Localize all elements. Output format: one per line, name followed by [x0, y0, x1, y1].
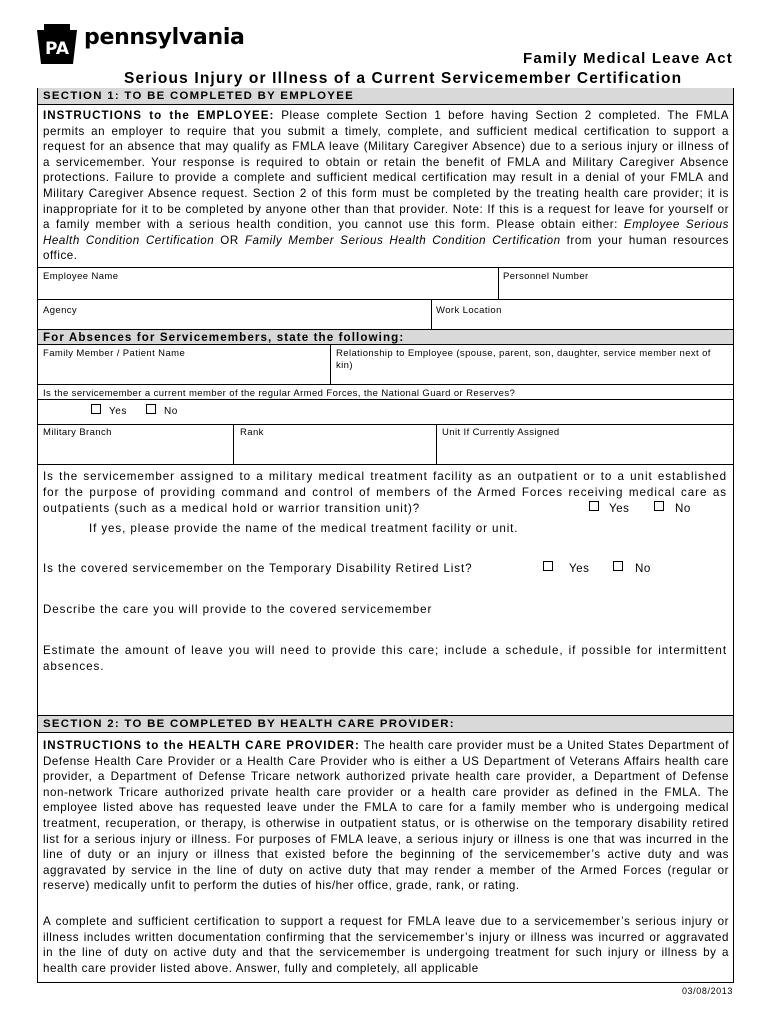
section2-instructions: [43, 738, 729, 894]
yes-label: Yes: [109, 406, 127, 417]
military-branch-field[interactable]: Military Branch: [43, 427, 112, 438]
section1-instructions-lead: INSTRUCTIONS to the EMPLOYEE:: [43, 109, 275, 122]
no-label: No: [675, 502, 691, 515]
facility-followup: If yes, please provide the name of the medical treatment facility or unit.: [89, 522, 519, 535]
relationship-field[interactable]: Relationship to Employee (spouse, parent, son, daughter, service member next of kin): [336, 348, 711, 371]
section1-instructions: [43, 108, 729, 264]
yes-label: Yes: [569, 562, 590, 575]
divider: [38, 267, 733, 268]
section1-instructions-tail: from your human resources office.: [43, 233, 729, 263]
family-member-name-field[interactable]: Family Member / Patient Name: [43, 348, 186, 359]
keystone-icon: [35, 22, 79, 66]
facility-no-checkbox[interactable]: [654, 501, 664, 511]
divider: [38, 384, 733, 385]
pennsylvania-logo: [35, 22, 245, 66]
section1-heading: SECTION 1: TO BE COMPLETED BY EMPLOYEE: [38, 88, 733, 105]
revision-date: 03/08/2013: [681, 986, 733, 996]
form-name-family: Family Member Serious Health Condition Certification: [244, 233, 561, 247]
divider: [38, 424, 733, 425]
divider: [38, 399, 733, 400]
form-name-employee: Employee Serious Health Condition Certification: [43, 218, 729, 247]
divider: [38, 299, 733, 300]
no-label: No: [164, 406, 178, 417]
current-member-question: Is the servicemember a current member of the regular Armed Forces, the National Guard or Reserves?: [43, 388, 516, 399]
divider: [233, 424, 234, 464]
tdrl-no-checkbox[interactable]: [613, 561, 623, 571]
describe-care-label: Describe the care you will provide to the covered servicemember: [43, 603, 433, 616]
section1-instructions-body: Please complete Section 1 before having Section 2 completed. The FMLA permits an employer to require that you submit a timely, complete, and sufficient medical certification to support a request for an absence that may qualify as FMLA leave (Military Caregiver Absence) due to a serious injury or illness of a servicemember. Your response is required to obtain or retain the benefit of FMLA and Military Caregiver Absence protections. Failure to provide a complete and sufficient medical certification may result in a denial of your FMLA and Military Caregiver Absence request. Section 2 of this form must be completed by the treating health care provider; it is inappropriate for it to be completed by anyone other than that provider. Note: If this is a request for leave for yourself or a family member with a serious health condition, you cannot use this form. Please obtain either:: [43, 109, 729, 232]
divider: [436, 424, 437, 464]
facility-question: Is the servicemember assigned to a military medical treatment facility as an outpatient or to a unit established for the purpose of providing command and control of members of the Armed Forces receiving medical care as outpatients (such as a medical hold or warrior transition unit)?: [43, 470, 727, 515]
divider: [498, 267, 499, 299]
yes-label: Yes: [609, 502, 630, 515]
facility-yes-checkbox[interactable]: [589, 501, 599, 511]
section2-heading: SECTION 2: TO BE COMPLETED BY HEALTH CARE PROVIDER:: [38, 715, 733, 733]
servicemember-heading: For Absences for Servicemembers, state the following:: [38, 329, 733, 345]
or-text: OR: [214, 233, 245, 247]
work-location-field[interactable]: Work Location: [436, 305, 502, 316]
logo-mark: PA: [44, 39, 70, 59]
unit-field[interactable]: Unit If Currently Assigned: [442, 427, 560, 438]
tdrl-yes-checkbox[interactable]: [543, 561, 553, 571]
form-title: Family Medical Leave Act: [523, 50, 733, 67]
form-subtitle: Serious Injury or Illness of a Current Servicemember Certification: [124, 70, 683, 87]
section2-instructions-lead: INSTRUCTIONS to the HEALTH CARE PROVIDER:: [43, 739, 360, 752]
no-label: No: [635, 562, 651, 575]
divider: [38, 464, 733, 465]
employee-name-field[interactable]: Employee Name: [43, 271, 119, 282]
logo-text: pennsylvania: [84, 24, 245, 50]
section2-instructions-body: The health care provider must be a United States Department of Defense Health Care Provider or a Health Care Provider who is either a US Department of Veterans Affairs health care provider, a Department of Defense Tricare network authorized private health care provider, a Department of Defense non-network Tricare authorized private health care provider or a health care provider as defined in the FMLA. The employee listed above has requested leave under the FMLA to care for a family member who is undergoing medical treatment, recuperation, or therapy, is otherwise in outpatient status, or is otherwise on the temporary disability retired list for a serious injury or illness. For purposes of FMLA leave, a serious injury or illness is one that was incurred in the line of duty or an injury or illness that existed before the beginning of the servicemember’s active duty and was aggravated by service in the line of duty on active duty that may render a member of the Armed Forces (regular or reserve) medically unfit to perform the duties of his/her office, grade, rank, or rating.: [43, 739, 729, 893]
tdrl-question: Is the covered servicemember on the Temporary Disability Retired List?: [43, 562, 473, 575]
rank-field[interactable]: Rank: [240, 427, 264, 438]
divider: [431, 299, 432, 329]
personnel-number-field[interactable]: Personnel Number: [503, 271, 589, 282]
divider: [330, 345, 331, 384]
estimate-leave-label: Estimate the amount of leave you will need to provide this care; include a schedule, if possible for intermittent absences.: [43, 644, 727, 673]
section2-paragraph2: A complete and sufficient certification to support a request for FMLA leave due to a servicemember’s serious injury or illness includes written documentation confirming that the servicemember’s injury or illness was incurred or aggravated in the line of duty on active duty and that the servicemember is undergoing treatment for such injury or illness by a health care provider listed above. Answer, fully and completely, all applicable: [43, 915, 729, 975]
current-member-yes-checkbox[interactable]: [91, 404, 101, 414]
current-member-no-checkbox[interactable]: [146, 404, 156, 414]
agency-field[interactable]: Agency: [43, 305, 78, 316]
